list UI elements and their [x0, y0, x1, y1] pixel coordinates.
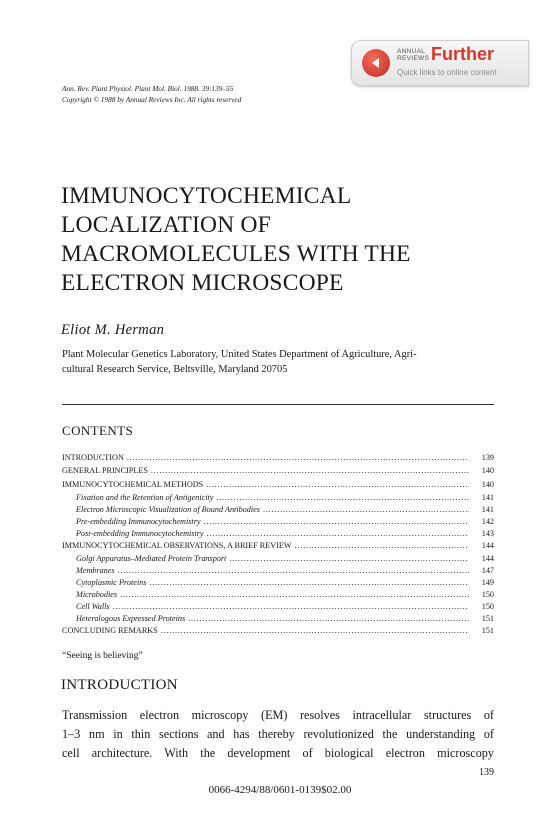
toc-entry-title: Pre-embedding Immunocytochemistry [76, 517, 201, 526]
article-title-line-2: LOCALIZATION OF [61, 212, 271, 238]
toc-entry[interactable] [62, 452, 494, 463]
toc-entry-page: 151 [481, 614, 494, 623]
toc-entry-title: Electron Microscopic Visualization of Bound Antibodies [76, 505, 260, 514]
contents-heading: CONTENTS [62, 423, 134, 438]
banner-further-label: Further [431, 44, 494, 64]
page-number: 139 [479, 767, 494, 778]
toc-entry-page: 151 [481, 626, 494, 635]
toc-leader-dots [127, 452, 469, 463]
toc-leader-dots [118, 565, 469, 576]
toc-entry[interactable] [62, 479, 494, 490]
article-title-line-4: ELECTRON MICROSCOPE [61, 270, 344, 296]
toc-leader-dots [151, 465, 469, 476]
toc-entry-title: INTRODUCTION [62, 453, 124, 462]
toc-entry-page: 144 [481, 554, 494, 563]
toc-entry-title: Heterologous Expressed Proteins [76, 614, 186, 623]
toc-entry[interactable] [62, 465, 494, 476]
toc-entry[interactable] [62, 540, 494, 551]
introduction-heading: INTRODUCTION [61, 677, 178, 693]
toc-entry-page: 140 [481, 480, 494, 489]
section-divider [62, 404, 494, 405]
toc-entry-title: Microbodies [76, 590, 118, 599]
toc-leader-dots [229, 553, 469, 564]
annual-reviews-logo-icon [362, 49, 390, 77]
affiliation-line-2: cultural Research Service, Beltsville, Maryland 20705 [62, 364, 288, 375]
toc-entry-page: 141 [481, 493, 494, 502]
toc-leader-dots [188, 613, 469, 624]
toc-entry-page: 142 [481, 517, 494, 526]
toc-subentry[interactable] [76, 613, 494, 624]
toc-leader-dots [204, 516, 469, 527]
toc-entry-page: 139 [481, 453, 494, 462]
toc-entry[interactable] [62, 625, 494, 636]
article-title-line-1: IMMUNOCYTOCHEMICAL [61, 183, 352, 209]
toc-subentry[interactable] [76, 577, 494, 588]
toc-entry-title: IMMUNOCYTOCHEMICAL OBSERVATIONS, A BRIEF REVIEW [62, 541, 292, 550]
article-title-line-3: MACROMOLECULES WITH THE [61, 241, 411, 267]
banner-reviews-label: REVIEWS [397, 55, 430, 62]
affiliation-line-1: Plant Molecular Genetics Laboratory, United States Department of Agriculture, Agri- [62, 349, 417, 360]
toc-subentry[interactable] [76, 492, 494, 503]
toc-leader-dots [295, 540, 469, 551]
banner-tagline: Quick links to online content [397, 68, 497, 77]
toc-entry-title: Membranes [76, 566, 115, 575]
body-text-line: Transmission electron microscopy (EM) resolves intracellular structures of [62, 708, 494, 722]
toc-entry-title: Cell Walls [76, 602, 110, 611]
toc-entry-page: 143 [481, 529, 494, 538]
toc-subentry[interactable] [76, 528, 494, 539]
toc-entry-page: 141 [481, 505, 494, 514]
toc-leader-dots [149, 577, 469, 588]
toc-entry-title: Golgi Apparatus–Mediated Protein Transport [76, 554, 227, 563]
document-code: 0066-4294/88/0601-0139$02.00 [208, 784, 352, 796]
toc-entry-page: 150 [481, 602, 494, 611]
toc-entry-title: Post-embedding Immunocytochemistry [76, 529, 204, 538]
journal-citation: Ann. Rev. Plant Physiol. Plant Mol. Biol. 1988. 39:139–55 [62, 84, 234, 93]
banner-annual-label: ANNUAL [397, 48, 426, 55]
toc-leader-dots [207, 528, 469, 539]
toc-subentry[interactable] [76, 565, 494, 576]
toc-leader-dots [216, 492, 469, 503]
toc-leader-dots [263, 504, 469, 515]
toc-subentry[interactable] [76, 601, 494, 612]
toc-entry-title: Cytoplasmic Proteins [76, 578, 147, 587]
toc-entry-page: 150 [481, 590, 494, 599]
body-text-line: 1–3 nm in thin sections and has thereby revolutionized the understanding of [62, 727, 494, 741]
toc-entry-page: 144 [481, 541, 494, 550]
body-text-line: cell architecture. With the development of biological electron microscopy [62, 746, 494, 760]
epigraph-quote: “Seeing is believing” [62, 651, 143, 661]
author-name: Eliot M. Herman [61, 322, 165, 338]
toc-subentry[interactable] [76, 516, 494, 527]
toc-subentry[interactable] [76, 553, 494, 564]
toc-entry-page: 149 [481, 578, 494, 587]
toc-subentry[interactable] [76, 504, 494, 515]
toc-leader-dots [113, 601, 469, 612]
toc-entry-title: IMMUNOCYTOCHEMICAL METHODS [62, 480, 204, 489]
toc-entry-title: Fixation and the Retention of Antigenicity [76, 493, 214, 502]
toc-leader-dots [161, 625, 469, 636]
toc-leader-dots [120, 589, 469, 600]
toc-subentry[interactable] [76, 589, 494, 600]
copyright-notice: Copyright © 1988 by Annual Reviews Inc. All rights reserved [62, 95, 242, 104]
toc-entry-title: CONCLUDING REMARKS [62, 626, 158, 635]
toc-entry-page: 140 [481, 466, 494, 475]
further-banner[interactable] [351, 40, 529, 86]
toc-entry-page: 147 [481, 566, 494, 575]
toc-entry-title: GENERAL PRINCIPLES [62, 466, 148, 475]
toc-leader-dots [206, 479, 469, 490]
